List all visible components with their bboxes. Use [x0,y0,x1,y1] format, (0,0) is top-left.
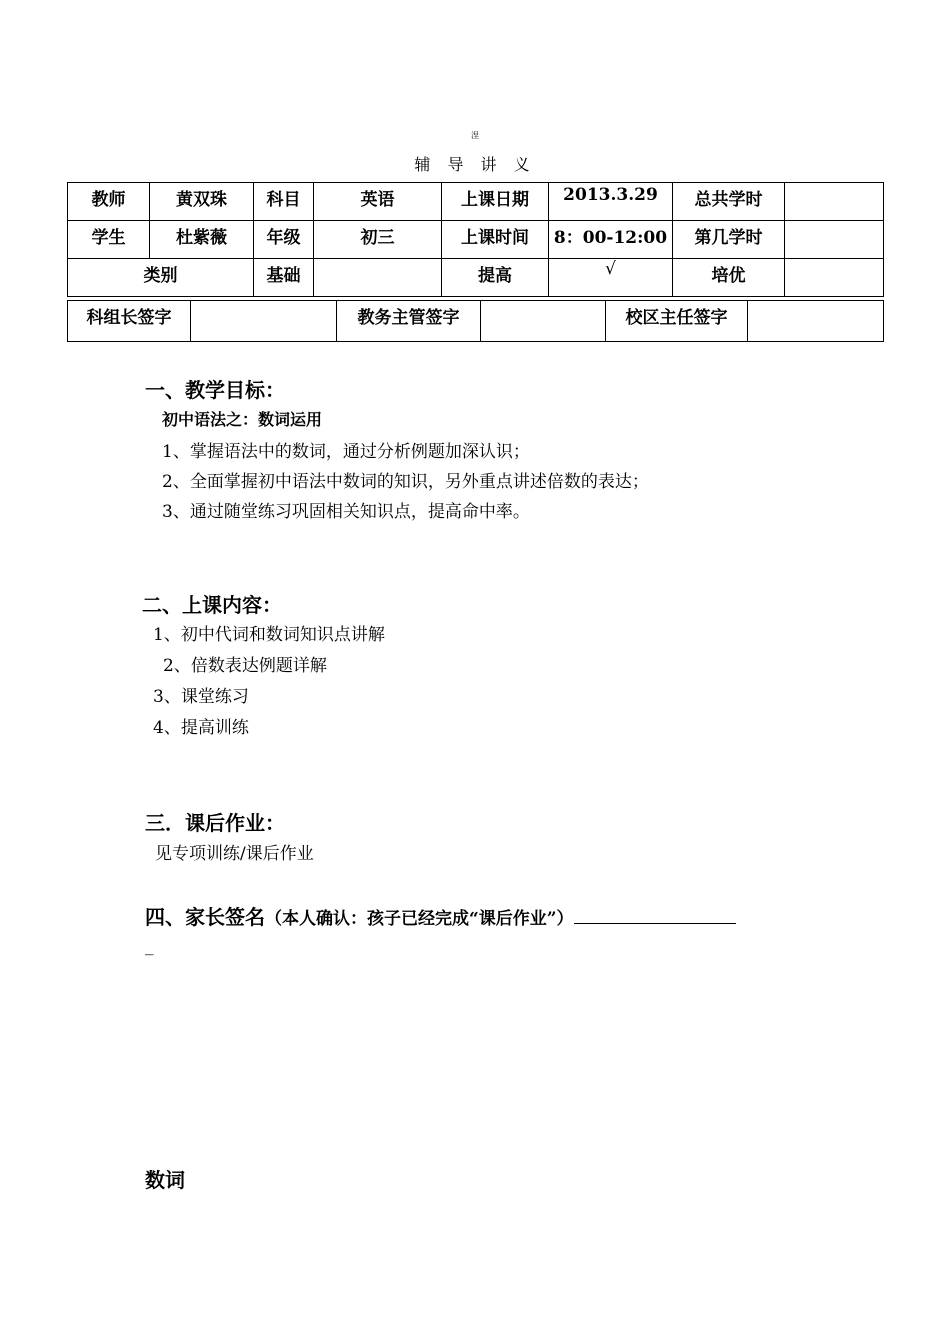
student-name: 杜紫薇 [150,221,254,259]
footer-heading: 数词 [145,1168,185,1192]
class-time-value: 8：00-12:00 [549,221,673,259]
excellence-label: 培优 [673,259,785,297]
campus-director-sign-label: 校区主任签字 [606,301,748,342]
advanced-label: 提高 [442,259,549,297]
academic-supervisor-sign-field[interactable] [481,301,606,342]
class-date-label: 上课日期 [442,183,549,221]
academic-supervisor-sign-label: 教务主管签字 [337,301,481,342]
list-item: 4、提高训练 [153,718,249,738]
section4-heading: 四、家长签名 [145,905,265,929]
grade-value: 初三 [314,221,442,259]
basic-value [314,259,442,297]
lesson-info-table [67,182,884,297]
student-label: 学生 [68,221,150,259]
category-label: 类别 [68,259,254,297]
table-row-teacher [68,183,884,221]
lesson-number-value [785,221,884,259]
list-item: 2、全面掌握初中语法中数词的知识，另外重点讲述倍数的表达； [162,472,649,492]
section2-heading: 二、上课内容： [142,593,282,617]
section4-note: （本人确认：孩子已经完成“课后作业”） [265,909,574,929]
section1-heading: 一、教学目标： [145,378,285,402]
parent-signature-field[interactable] [574,903,736,924]
lesson-number-label: 第几学时 [673,221,785,259]
group-leader-sign-field[interactable] [191,301,337,342]
list-item: 1、初中代词和数词知识点讲解 [153,625,385,645]
subject-value: 英语 [314,183,442,221]
subject-label: 科目 [254,183,314,221]
document-title: 辅 导 讲 义 [414,155,536,174]
signature-table [67,300,884,342]
list-item: 3、课堂练习 [153,687,249,707]
signature-overflow: _ [145,936,154,956]
section3-heading: 三．课后作业： [145,811,285,835]
watermark-char: 涅 [471,131,479,140]
class-time-label: 上课时间 [442,221,549,259]
table-row-student [68,221,884,259]
list-item: 3、通过随堂练习巩固相关知识点，提高命中率。 [162,502,530,522]
table-row-signatures [68,301,884,342]
advanced-check: √ [549,259,673,297]
excellence-value [785,259,884,297]
teacher-name: 黄双珠 [150,183,254,221]
total-hours-label: 总共学时 [673,183,785,221]
class-date-value: 2013.3.29 [549,183,673,221]
total-hours-value [785,183,884,221]
section1-subtitle: 初中语法之：数词运用 [162,410,323,429]
campus-director-sign-field[interactable] [748,301,884,342]
parent-signature-line [145,901,736,930]
table-row-category [68,259,884,297]
group-leader-sign-label: 科组长签字 [68,301,191,342]
homework-content: 见专项训练/课后作业 [155,844,314,864]
basic-label: 基础 [254,259,314,297]
list-item: 1、掌握语法中的数词，通过分析例题加深认识； [162,442,530,462]
teacher-label: 教师 [68,183,150,221]
grade-label: 年级 [254,221,314,259]
list-item: 2、倍数表达例题详解 [163,656,327,676]
